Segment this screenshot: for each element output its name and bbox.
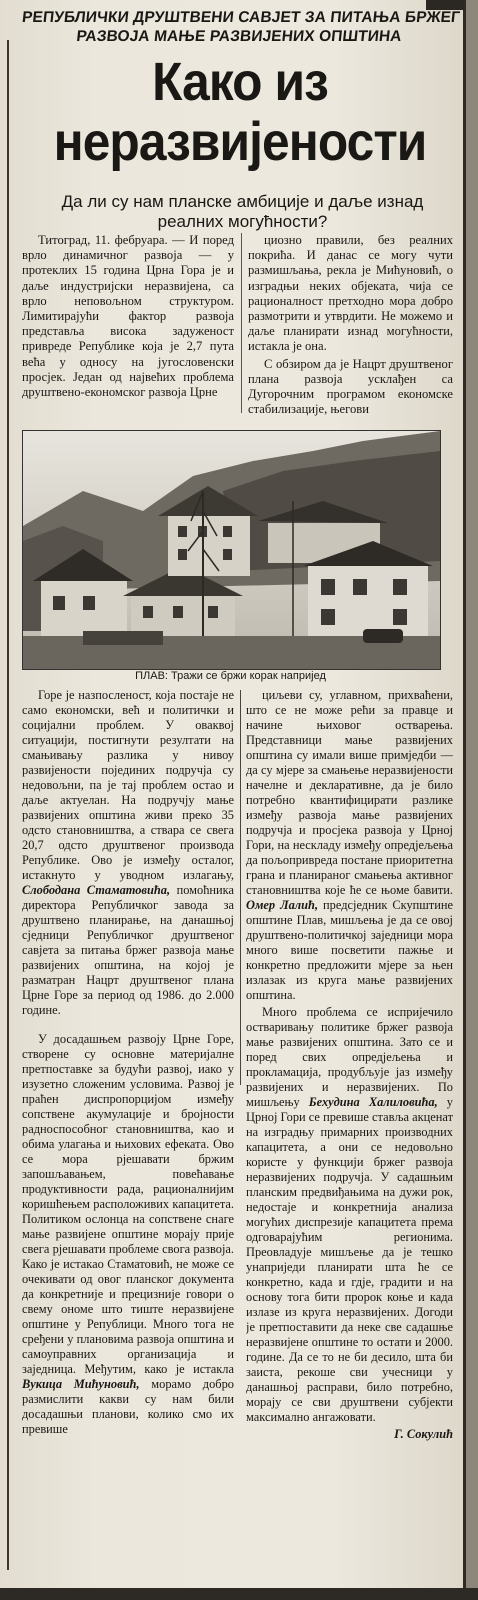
intro-paragraph: Титоград, 11. фебруара. — И поред врло динамичног развоја — у протеклих 15 година Црна Гора је и даље индустријски неразвијена, са врло неповољном структуром. Лимитирајући фактор развоја представља висока задуженост привреде Републике која је 2,7 пута већа у односу на југословенски просјек. Један од највећих проблема друштвено-економског развоја Црне — [22, 233, 234, 400]
page-edge-shadow — [466, 0, 478, 1600]
body-column-left — [22, 688, 234, 1583]
headline-line-2: неразвијености — [53, 112, 427, 172]
author-signature: Г. Сокулић — [394, 1427, 453, 1441]
intro-paragraph: циозно правили, без реалних покрића. И данас се могу чути размишљања, рекла је Мићуновић, о изградњи неких објеката, чија се рационалност претходно мора добро размотрити и утврдити. Не можемо и даље планирати изнад могућности, истакла је она. — [248, 233, 453, 354]
body-text: Много проблема се испријечило остваривању политике бржег развоја мање развијених општина. Зато се и поред свих опредјељења и прокламација, продубљује јаз између развијених и неразвијених. По мишљењу — [246, 1005, 453, 1109]
body-column-right — [246, 688, 453, 1583]
headline-line-1: Како из — [152, 52, 328, 112]
person-name: Омер Лалић, — [246, 898, 319, 912]
body-text: предсједник Скупштине општине Плав, мишљења је да се овој друштвено-политичкој заједници мора много више посветити пажње и конкретно предложити мјере за њен излазак из круга мање развијених општина. — [246, 898, 453, 1002]
body-text: у Црној Гори се превише ставља акценат на изградњу примарних производних капацитета, а они се недовољно користе у функцији бржег развоја неразвијених подручја. У садашњим планским предвиђањима на дужи рок, недостаје и конкретнија анализа могућих диспрезије капацитета према одговарајућим регионима. Преовладује мишљење да је тешко унаприједи планирати шта ће се конкретно, када и гдје, градити и на основу тога бити пророк коње и када излазе из круга неразвијених. Догоди је претпоставити да неке све садашње неразвијене општине то остати и 2000. године. Да се то не би десило, шта би заиста, рекоше сви учесници у данашњој расправи, било потребно, морају се сви друштвени субјекти максимално ангажовати. — [246, 1095, 453, 1424]
intro-paragraph: С обзиром да је Нацрт друштвеног плана развоја усклађен са Дугорочним програмом економске стабилизације, његови — [248, 356, 453, 417]
body-text: циљеви су, углавном, прихваћени, што се не може рећи за правце и начине њиховог остварења. Представници мање развијених општина су имали више примједби — да су мјере за смањење неразвијености начелне и декларативне, да је било потребно квантифицирати разлике између развоја мање развијених подручја и просјека развоја у Црној Гори, на нескладу између опредјељења да пољопривреда постане приоритетна грана и планираног смањења активног становништва које ће се њоме бавити. — [246, 688, 453, 897]
footer-strip — [0, 1588, 478, 1600]
column-divider-top — [241, 233, 242, 413]
body-paragraph — [246, 1005, 453, 1425]
kicker-line: РЕПУБЛИЧКИ ДРУШТВЕНИ САВЈЕТ ЗА ПИТАЊА БРЖЕГ РАЗВОЈА МАЊЕ РАЗВИЈЕНИХ ОПШТИНА — [21, 9, 461, 45]
body-text: морамо добро размислити какви су нам били досадашњи планови, колико смо их превише — [22, 1377, 234, 1436]
headline — [38, 52, 443, 172]
person-name: Слободана Стаматовића, — [22, 883, 171, 897]
person-name: Вукица Мићуновић, — [22, 1377, 140, 1391]
body-paragraph — [246, 688, 453, 1003]
body-paragraph — [22, 1032, 234, 1437]
body-text: У досадашњем развоју Црне Горе, створене су основне материјалне претпоставке за будући развој, иако у изузетно сложеним условима. Развој је праћен диспропорцијом између сопствене акумулације и бројности радноспособног становништва, као и обима улагања и њихових ефеката. Ово се мора рјешавати бржим запошљавањем, повећавање продуктивности рада, рационалнијим коришћењем расположивих капацитета. Политиком ослонца на сопствене снаге мање развијене општине морају прије свега рјешавати проблеме свога развоја. Како је истакао Стаматовић, не може се очекивати од овог планског документа да конкретније и прецизније говори о свему ономе што тиште неразвијене општине у Републици. Много тога не сређени у плановима развоја општина и самоуправних организација и заједница. Међутим, како је истакла — [22, 1032, 234, 1376]
deck-subtitle: Да ли су нам планске амбиције и даље изнад реалних могућности? — [61, 192, 424, 231]
body-text: помоћника директора Републичког завода за друштвено планирање, на данашњој сједници Републичког друштвеног савјета за питања бржег развоја мање развијених општина, на којој је разматран Нацрт друштвеног плана Црне Горе за период од 1986. до 2.000 године. — [22, 883, 234, 1017]
intro-column-left — [22, 233, 234, 418]
column-divider-bottom — [240, 690, 241, 1085]
intro-column-right — [248, 233, 453, 418]
person-name: Бехудина Халиловића, — [308, 1095, 438, 1109]
town-illustration — [23, 431, 440, 669]
body-text: Горе је назпосленост, која постаје не само економски, већ и политички и социјални проблем. У оваквој ситуацији, постигнути резултати на смањивању разлика у нивоу развијености појединих подручја су недовољни, па је тај проблем остао и даље актуелан. На подручју мање развијених општина живи преко 35 одсто становништва, а ствара се свега 20,7 одсто друштвеног производа Републике. Ово је између осталог, истакнуто у уводном излагању, — [22, 688, 234, 882]
town-photo — [22, 430, 441, 670]
body-paragraph — [22, 688, 234, 1018]
right-border-rule — [463, 0, 466, 1600]
left-border-rule — [7, 40, 9, 1570]
photo-caption: ПЛАВ: Тражи се бржи корак напријед — [135, 670, 326, 682]
